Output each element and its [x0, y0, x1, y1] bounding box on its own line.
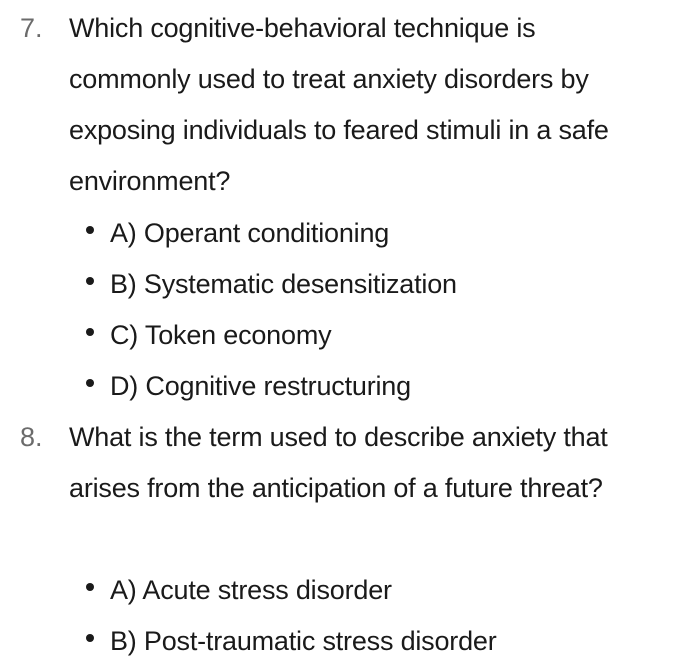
question-number: 8. [20, 422, 43, 452]
bullet-icon [86, 226, 94, 234]
option-label: A) Operant conditioning [110, 218, 390, 248]
option-b [0, 616, 675, 661]
option-label: B) Systematic desensitization [110, 269, 457, 299]
bullet-icon [86, 328, 94, 336]
option-a [0, 565, 675, 616]
bullet-icon [86, 379, 94, 387]
option-label: D) Cognitive restructuring [110, 371, 411, 401]
bullet-icon [86, 583, 94, 591]
bullet-icon [86, 277, 94, 285]
option-b [0, 259, 675, 310]
option-c [0, 310, 675, 361]
option-list [0, 565, 675, 661]
option-list [0, 208, 675, 412]
option-d [0, 361, 675, 412]
option-label: A) Acute stress disorder [110, 575, 392, 605]
question-number: 7. [20, 13, 43, 43]
option-label: B) Post-traumatic stress disorder [110, 626, 497, 656]
option-a [0, 208, 675, 259]
question-text: What is the term used to describe anxiety that arises from the anticipation of a future threat? [69, 422, 608, 503]
question-text: Which cognitive-behavioral technique is commonly used to treat anxiety disorders by exposing individuals to feared stimuli in a safe environment? [69, 13, 609, 196]
bullet-icon [86, 634, 94, 642]
option-label: C) Token economy [110, 320, 332, 350]
